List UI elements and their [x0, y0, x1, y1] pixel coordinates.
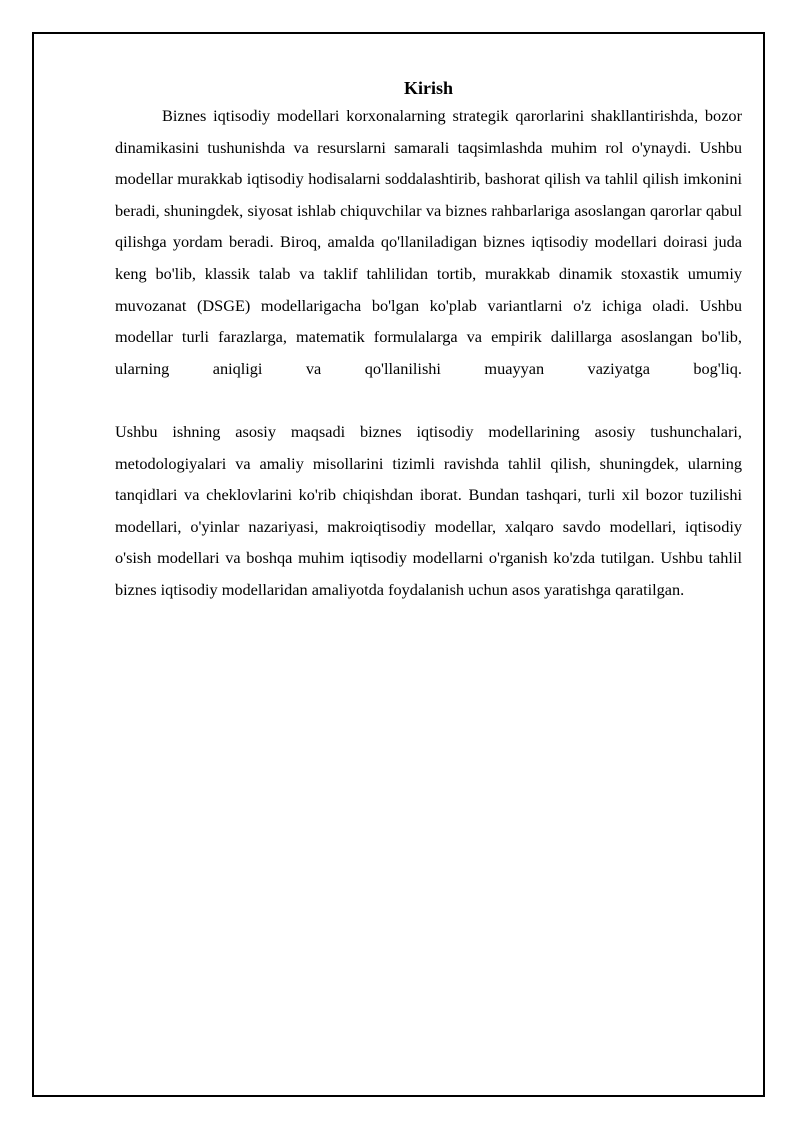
paragraph-intro: Biznes iqtisodiy modellari korxonalarning strategik qarorlarini shakllantirishda, bozor dinamikasini tushunishda va resurslarni samarali taqsimlashda muhim rol o'ynaydi. Ushbu modellar murakkab iqtisodiy hodisalarni soddalashtirib, bashorat qilish va tahlil qilish imkonini beradi, shuningdek, siyosat ishlab chiquvchilar va biznes rahbarlariga asoslangan qarorlar qabul qilishga yordam beradi. Biroq, amalda qo'llaniladigan biznes iqtisodiy modellari doirasi juda keng bo'lib, klassik talab va taklif tahlilidan tortib, murakkab dinamik stoxastik umumiy muvozanat (DSGE) modellarigacha bo'lgan ko'plab variantlarni o'z ichiga oladi. Ushbu modellar turli farazlarga, matematik formulalarga va empirik dalillarga asoslangan bo'lib, ularning aniqligi va qo'llanilishi muayyan vaziyatga bog'liq.	[115, 106, 742, 378]
section-title: Kirish	[403, 78, 453, 98]
document-body	[115, 76, 742, 606]
paragraph-aim: Ushbu ishning asosiy maqsadi biznes iqtisodiy modellarining asosiy tushunchalari, metodologiyalari va amaliy misollarini tizimli ravishda tahlil qilish, shuningdek, ularning tanqidlari va cheklovlarini ko'rib chiqishdan iborat. Bundan tashqari, turli xil bozor tuzilishi modellari, o'yinlar nazariyasi, makroiqtisodiy modellar, xalqaro savdo modellari, iqtisodiy o'sish modellari va boshqa muhim iqtisodiy modellarni o'rganish ko'zda tutilgan. Ushbu tahlil biznes iqtisodiy modellaridan amaliyotda foydalanish uchun asos yaratishga qaratilgan.	[115, 421, 742, 599]
